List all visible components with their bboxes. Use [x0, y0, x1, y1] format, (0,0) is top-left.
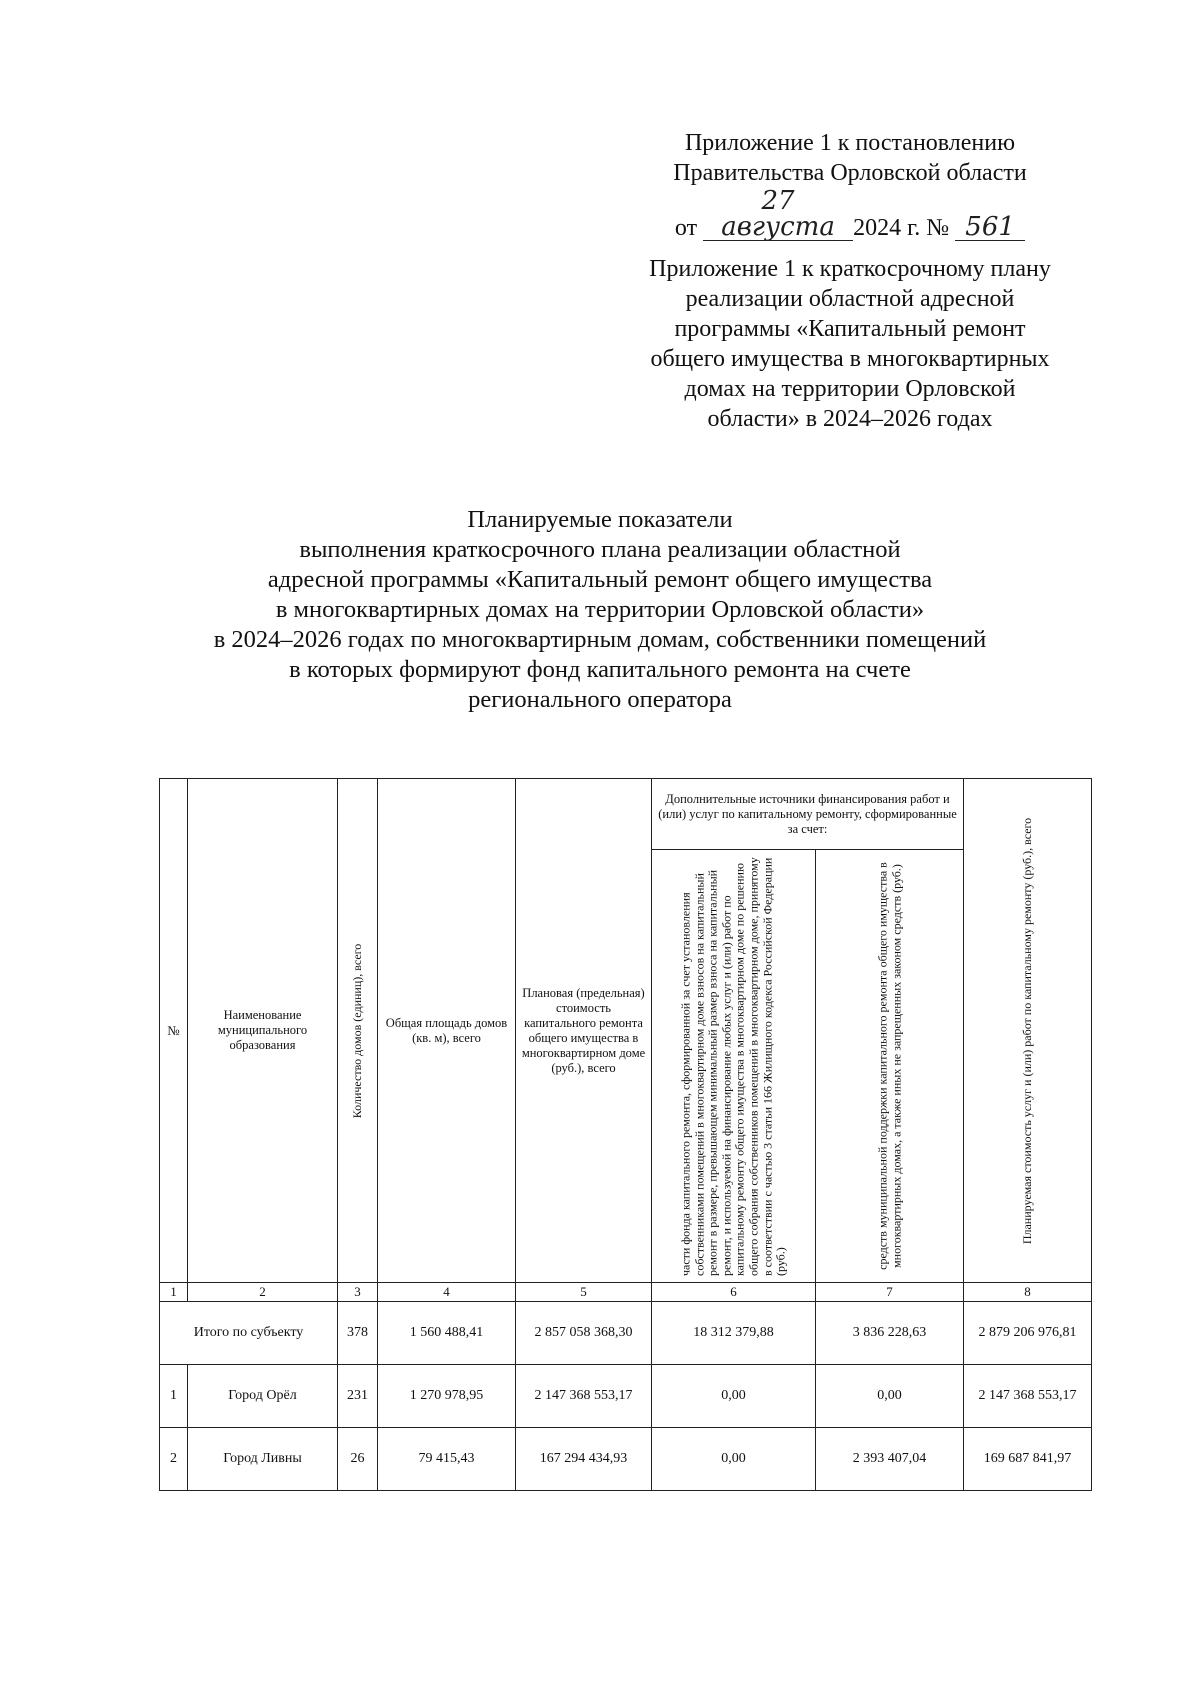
header-planned-total-text: Планируемая стоимость услуг и (или) работ по капитальному ремонту (руб.), всего — [1019, 817, 1034, 1244]
title-line: адресной программы «Капитальный ремонт общего имущества — [267, 566, 933, 593]
total-fund-part: 18 312 379,88 — [652, 1302, 816, 1365]
header-fund-part-text: части фонда капитального ремонта, сформированной за счет установления собственниками помещений в многоквартирном доме взносов на капитальный ремонт в размере, превышающем минимальный размер взноса на капитальный ремонт, и используемой на финансирование любых услуг и (или) работ по капитальному ремонту общего имущества в многоквартирном доме по решению общего собрания собственников помещений в многоквартирном доме, принятому в соответствии с частью 3 статьи 166 Жилищного кодекса Российской Федерации (руб.) — [678, 857, 788, 1276]
header-area-text: Общая площадь домов (кв. м), всего — [385, 1015, 508, 1045]
row-num: 1 — [160, 1365, 188, 1428]
row-cost: 2 147 368 553,17 — [516, 1365, 652, 1428]
column-number: 7 — [816, 1283, 964, 1302]
indicators-table — [159, 778, 1092, 1491]
appendix-plan-line: общего имущества в многоквартирных — [650, 346, 1050, 372]
date-suffix: 2024 г. № — [853, 215, 950, 241]
header-planned-total — [964, 779, 1092, 1283]
row-cost: 167 294 434,93 — [516, 1428, 652, 1491]
header-cost — [516, 779, 652, 1283]
row-fund-part: 0,00 — [652, 1365, 816, 1428]
total-municipal: 3 836 228,63 — [816, 1302, 964, 1365]
column-number: 3 — [338, 1283, 378, 1302]
header-row-top — [160, 779, 1092, 850]
total-cost: 2 857 058 368,30 — [516, 1302, 652, 1365]
row-area: 1 270 978,95 — [378, 1365, 516, 1428]
header-num: № — [160, 779, 188, 1283]
header-name — [188, 779, 338, 1283]
row-count: 231 — [338, 1365, 378, 1428]
appendix-resolution — [620, 128, 1080, 243]
row-planned: 2 147 368 553,17 — [964, 1365, 1092, 1428]
appendix-plan-line: области» в 2024–2026 годах — [707, 406, 993, 432]
appendix-plan-line: Приложение 1 к краткосрочному плану — [649, 256, 1051, 282]
header-municipal — [816, 850, 964, 1283]
handwritten-date: 27 августа — [703, 188, 853, 241]
appendix-resolution-line1: Приложение 1 к постановлению — [684, 130, 1016, 156]
row-planned: 169 687 841,97 — [964, 1428, 1092, 1491]
date-prefix: от — [674, 215, 698, 241]
header-fund-part — [652, 850, 816, 1283]
row-name: Город Орёл — [188, 1365, 338, 1428]
column-number: 5 — [516, 1283, 652, 1302]
title-line: в которых формируют фонд капитального ремонта на счете — [289, 656, 911, 683]
title-line: в 2024–2026 годах по многоквартирным домам, собственники помещений — [213, 626, 987, 653]
header-name-text: Наименование муниципального образования — [217, 1008, 308, 1052]
title-line: в многоквартирных домах на территории Орловской области» — [275, 596, 925, 623]
title-line: выполнения краткосрочного плана реализации областной — [299, 536, 901, 563]
header-count-text: Количество домов (единиц), всего — [349, 943, 364, 1118]
appendix-resolution-date-line — [620, 188, 1080, 243]
header-municipal-text: средств муниципальной поддержки капитального ремонта общего имущества в многоквартирных домах, а также иных не запрещенных законом средств (руб.) — [874, 862, 903, 1270]
column-number: 1 — [160, 1283, 188, 1302]
column-number: 2 — [188, 1283, 338, 1302]
row-municipal: 2 393 407,04 — [816, 1428, 964, 1491]
table-row — [160, 1428, 1092, 1491]
column-number: 8 — [964, 1283, 1092, 1302]
title-line: регионального оператора — [468, 686, 732, 713]
table-row — [160, 1365, 1092, 1428]
header-area — [378, 779, 516, 1283]
appendix-plan — [620, 254, 1080, 434]
appendix-plan-line: домах на территории Орловской — [684, 376, 1016, 402]
header-additional — [652, 779, 964, 850]
column-number-row — [160, 1283, 1092, 1302]
document-title — [150, 505, 1050, 715]
column-number: 4 — [378, 1283, 516, 1302]
row-num: 2 — [160, 1428, 188, 1491]
header-additional-text: Дополнительные источники финансирования работ и (или) услуг по капитальному ремонту, сформированные за счет: — [658, 791, 957, 836]
title-line: Планируемые показатели — [467, 506, 733, 533]
handwritten-number: 561 — [955, 214, 1025, 241]
total-count: 378 — [338, 1302, 378, 1365]
total-row — [160, 1302, 1092, 1365]
row-count: 26 — [338, 1428, 378, 1491]
column-number: 6 — [652, 1283, 816, 1302]
header-cost-text: Плановая (предельная) стоимость капитального ремонта общего имущества в многоквартирном доме (руб.), всего — [521, 985, 646, 1075]
header-count — [338, 779, 378, 1283]
total-planned: 2 879 206 976,81 — [964, 1302, 1092, 1365]
row-municipal: 0,00 — [816, 1365, 964, 1428]
row-area: 79 415,43 — [378, 1428, 516, 1491]
appendix-plan-line: реализации областной адресной — [685, 286, 1015, 312]
appendix-resolution-line2: Правительства Орловской области — [673, 160, 1027, 186]
row-name: Город Ливны — [188, 1428, 338, 1491]
row-fund-part: 0,00 — [652, 1428, 816, 1491]
appendix-plan-line: программы «Капитальный ремонт — [674, 316, 1026, 342]
total-label: Итого по субъекту — [160, 1302, 338, 1365]
total-area: 1 560 488,41 — [378, 1302, 516, 1365]
